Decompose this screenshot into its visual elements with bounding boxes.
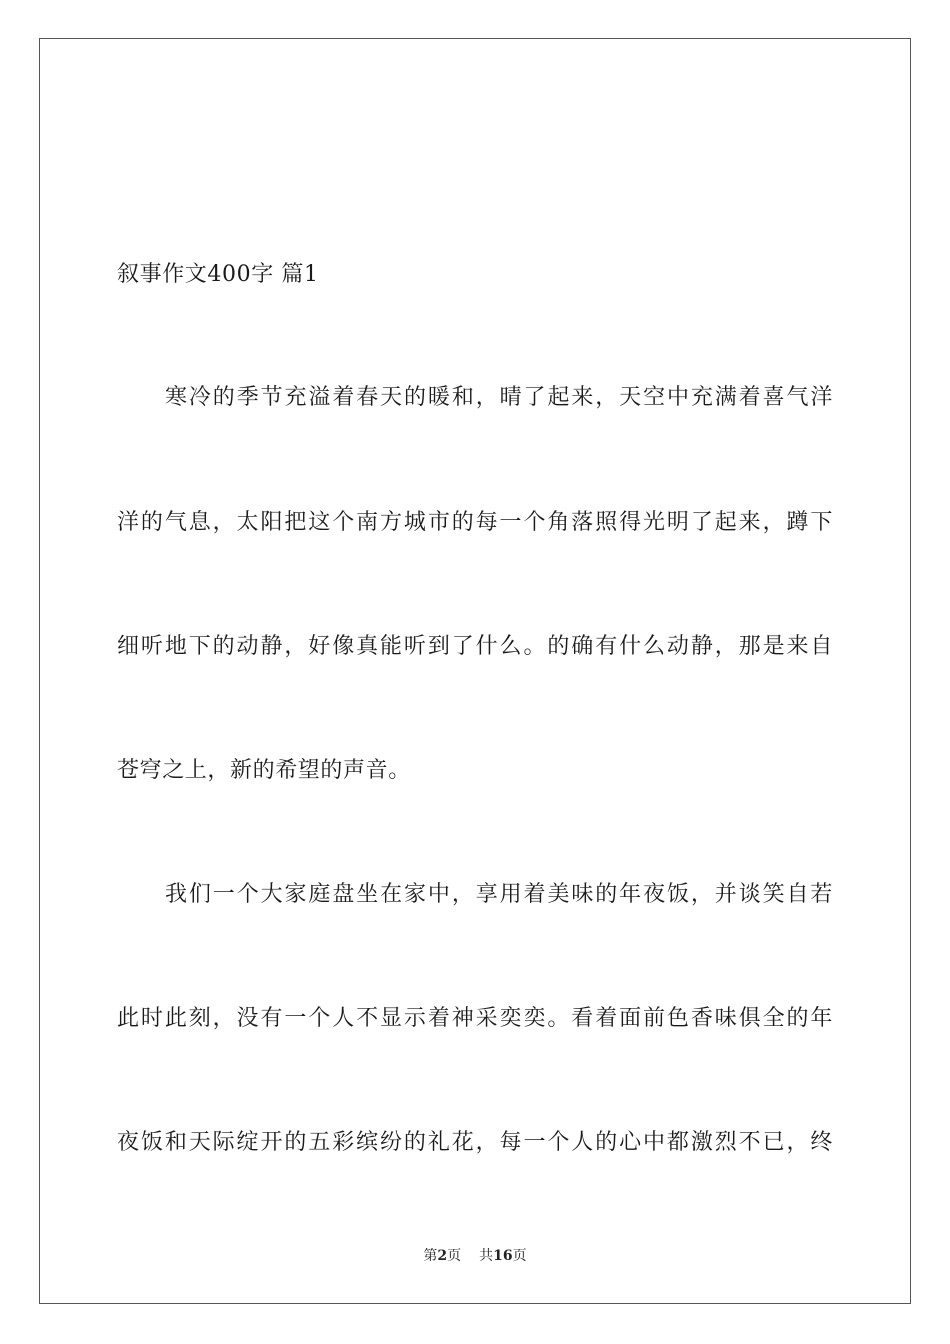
document-heading: 叙事作文400字 篇1	[117, 262, 319, 287]
paragraph-2-line-3: 夜饭和天际绽开的五彩缤纷的礼花，每一个人的心中都激烈不已，终	[117, 1130, 833, 1155]
page-prefix: 第	[423, 1248, 438, 1264]
total-prefix: 共	[479, 1248, 494, 1264]
total-pages: 16	[493, 1248, 513, 1264]
page-number: 2	[437, 1248, 448, 1264]
total-suffix: 页	[512, 1248, 527, 1264]
page-footer	[0, 1247, 950, 1265]
page-border	[39, 38, 911, 1304]
page-suffix: 页	[447, 1248, 462, 1264]
paragraph-1-line-3: 细听地下的动静，好像真能听到了什么。的确有什么动静，那是来自	[117, 634, 833, 659]
paragraph-1-line-1: 寒冷的季节充溢着春天的暖和，晴了起来，天空中充满着喜气洋	[165, 385, 833, 410]
paragraph-1-line-2: 洋的气息，太阳把这个南方城市的每一个角落照得光明了起来，蹲下	[117, 510, 833, 535]
paragraph-1-line-4: 苍穹之上，新的希望的声音。	[117, 758, 411, 783]
paragraph-2-line-2: 此时此刻，没有一个人不显示着神采奕奕。看着面前色香味俱全的年	[117, 1006, 833, 1031]
paragraph-2-line-1: 我们一个大家庭盘坐在家中，享用着美味的年夜饭，并谈笑自若	[165, 882, 833, 907]
